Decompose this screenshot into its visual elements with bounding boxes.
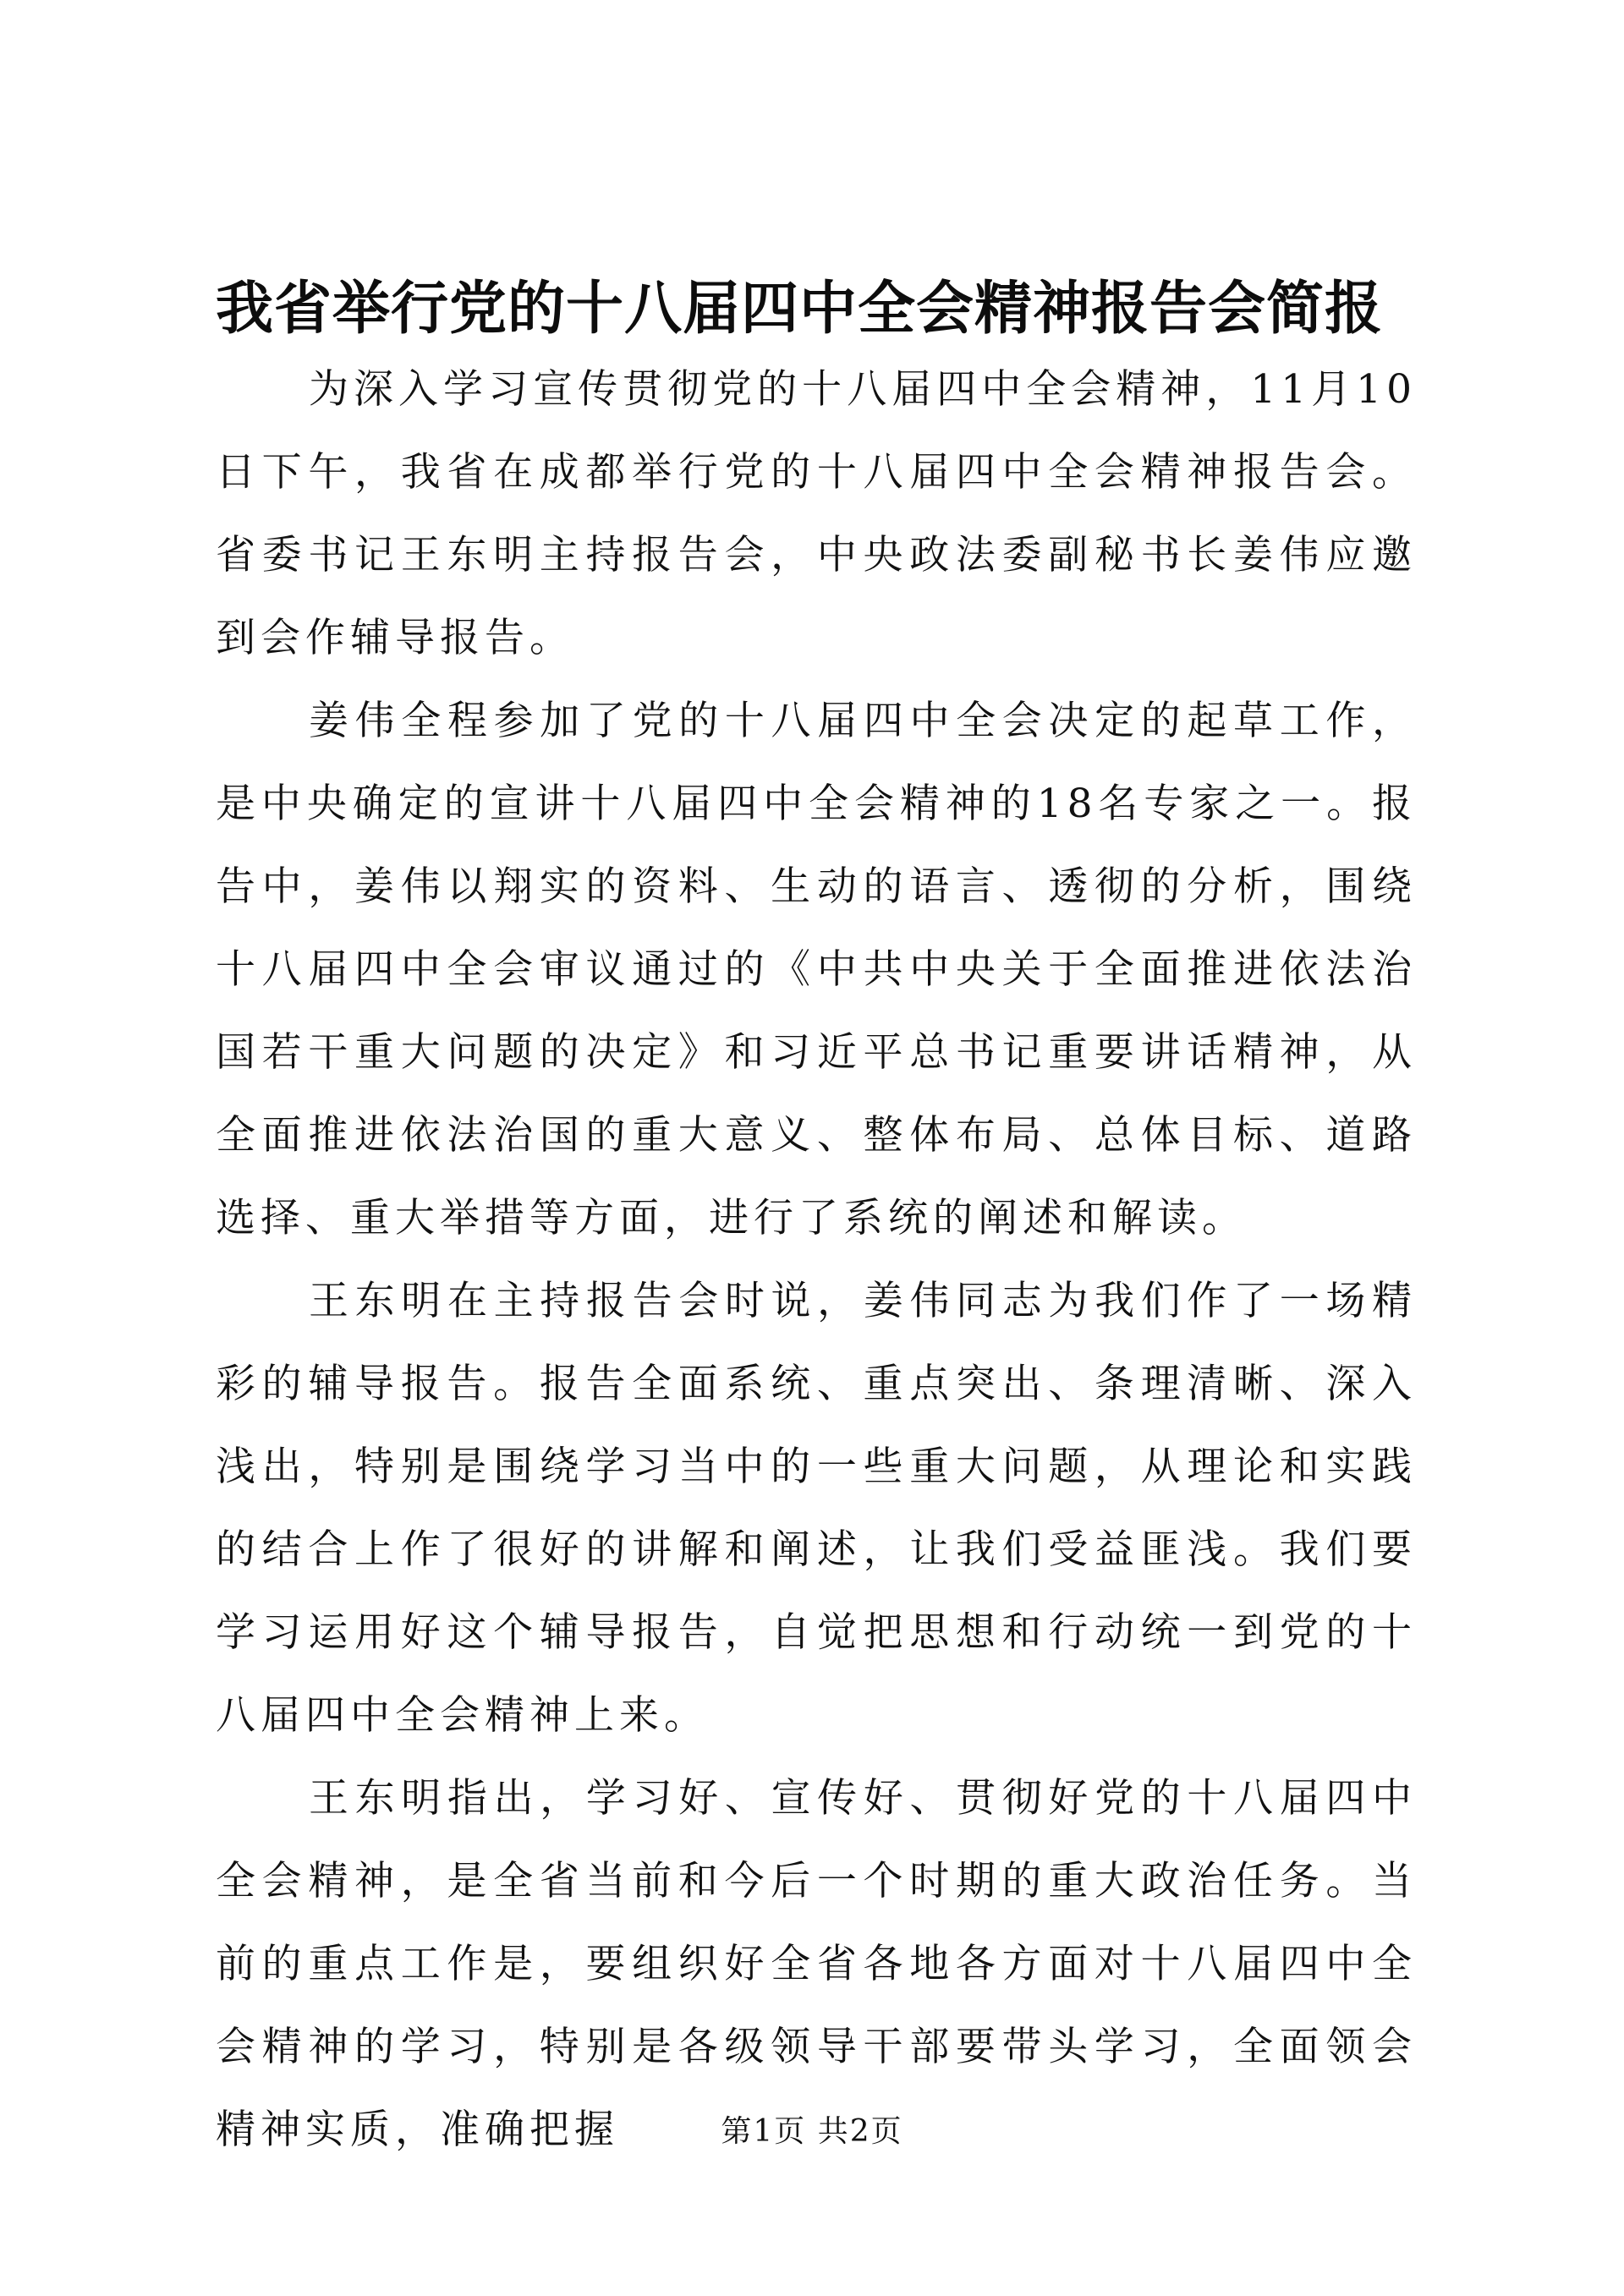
document-body xyxy=(216,348,1417,2172)
paragraph-3: 王东明在主持报告会时说，姜伟同志为我们作了一场精彩的辅导报告。报告全面系统、重点突出、条理清晰、深入浅出，特别是围绕学习当中的一些重大问题，从理论和实践的结合上作了很好的讲解和阐述，让我们受益匪浅。我们要学习运用好这个辅导报告，自觉把思想和行动统一到党的十八届四中全会精神上来。 xyxy=(216,1278,1417,1739)
page-number: 第1页 共2页 xyxy=(721,2114,903,2149)
document-title: 我省举行党的十八届四中全会精神报告会简报 xyxy=(216,275,1384,342)
paragraph-2: 姜伟全程参加了党的十八届四中全会决定的起草工作，是中央确定的宣讲十八届四中全会精神的18名专家之一。报告中，姜伟以翔实的资料、生动的语言、透彻的分析，围绕十八届四中全会审议通过的《中共中央关于全面推进依法治国若干重大问题的决定》和习近平总书记重要讲话精神，从全面推进依法治国的重大意义、整体布局、总体目标、道路选择、重大举措等方面，进行了系统的阐述和解读。 xyxy=(216,698,1417,1241)
paragraph-1: 为深入学习宣传贯彻党的十八届四中全会精神，11月10日下午，我省在成都举行党的十八届四中全会精神报告会。省委书记王东明主持报告会，中央政法委副秘书长姜伟应邀到会作辅导报告。 xyxy=(216,366,1417,661)
paragraph-4: 王东明指出，学习好、宣传好、贯彻好党的十八届四中全会精神，是全省当前和今后一个时期的重大政治任务。当前的重点工作是，要组织好全省各地各方面对十八届四中全会精神的学习，特别是各级领导干部要带头学习，全面领会精神实质，准确把握 xyxy=(216,1775,1417,2153)
